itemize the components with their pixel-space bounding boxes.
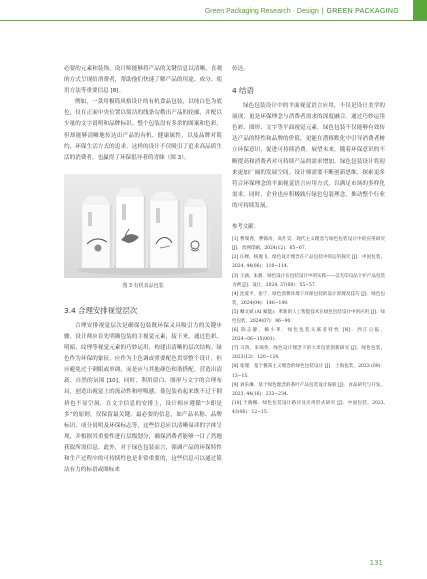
reference-item: [10] 于晓娜．绿色包装设计路径及应用形式研究 [J]．中国包装，2023, 43(06)：12−15. — [232, 400, 385, 415]
package-box-1 — [82, 196, 114, 268]
left-para-2: 例如，一款用极简风格设计的有机食品包装，以纯白色为底色，仅在正面中央位置以简洁的线条勾勒出产品的轮廓，并配以少量的文字说明和品牌标识。整个包装没有多余的图案和色彩，但却能够清晰地传达出产品的有机、健康属性，以及品牌对简约、环保生活方式的追求。这样的设计不仅吸引了追求高品质生活的消费者，也赢得了环保倡导者的青睐（图 3）。 — [64, 99, 222, 161]
left-column — [64, 64, 222, 476]
figure-caption: 图 3 有机食品包装 — [122, 282, 164, 289]
header-rule — [0, 20, 427, 21]
packaging-illustration — [64, 174, 222, 278]
header-separator: | — [321, 8, 324, 15]
journal-name: Green Packaging Research · Design — [204, 8, 319, 15]
reference-item: [2] 汪婵，杨逸飞．绿色设计理念在产品包装中的运用探究 [J]．中国包装，2024, 44(06)：110−114. — [232, 255, 385, 270]
right-column — [232, 64, 385, 417]
page-number: 131 — [369, 559, 383, 567]
references-heading: 参考文献： — [232, 224, 259, 231]
reference-item: [6] 陈志静，赖小革．绿色包装关联者特性 [N]．西江日报，2024−06−15(001). — [232, 328, 385, 343]
package-box-4 — [184, 199, 210, 268]
section-name: GREEN PACKAGING — [326, 8, 399, 15]
left-para-3: 合理安排视觉层次是确保包装既环保又具吸引力的关键步骤。设计师应首先明确包装的主视觉元素，接下来，通过色彩、明暗、纹理等视觉元素的巧妙运用，构建出清晰的层次结构。绿色作为环保的象征，应作为主色调或重要配色贯穿整个设计，但应避免过于刺眼或单调，而是应与其他颜色和谐搭配。营造出清新、自然的氛围 [10]。同时，利用留白、图形与文字的合理布局，创造出视觉上的流动性和呼吸感，使包装看起来既不过于拥挤也不显空洞，在文字信息的安排上，设计师应遵循“少即是多”的原则，仅保留最关键、最必要的信息，如产品名称、品牌标识、成分说明及环保标志等，这些信息应以清晰易读的字体呈现，并根据其重要性进行层级划分，确保消费者能够一目了然地获取所需信息。此外，对于绿色包装而言，强调产品的环保特性和生产过程中的可持续性也是非常重要的，这些信息可以通过简洁有力的标语或图标来 — [64, 322, 222, 474]
reference-item: [3] 王涵，朱甜．绿色设计在包装设计中的实践——以光印良品个护产品包装为例 [J]．设计，2024, 37(08)：55−57. — [232, 273, 385, 288]
reference-item: [1] 曹瑞春，曹锦涛，高仕昊．现代主义理念与绿色包装设计中的应用研究 [J]．丝网印刷，2024(12)：65−67. — [232, 237, 385, 252]
left-para-1: 必要的元素和装饰，设计师能够将产品的关键信息以清晰、直观的方式呈现给消费者，帮助他们快速了解产品的用途、成分、使用方法等重要信息 [8]。 — [64, 66, 222, 95]
reference-item: [5] 咖文斌 (AI 赋能)．革新的人工智能技术在绿色包装设计中的应用 [J]．绿色包装，2024(07)：86−90. — [232, 309, 385, 324]
running-head — [205, 8, 399, 15]
header-tab — [413, 0, 427, 21]
reference-item: [8] 张瑾．基于极简主义理念的绿色包装设计 [J]．上海包装，2023 (09)：13−15. — [232, 364, 385, 379]
conclusion-paragraph: 绿色包装设计中的平面视觉语言应用，不仅是设计美学的展现，更是环保理念与消费者需求的深度融合。通过巧妙运用色彩、图形、文字等平面视觉元素，绿色包装不仅能够有效传达产品的特性和品牌的价值，更能在潜移默化中引导消费者树立环保意识，促进可持续消费。展望未来，随着环保意识的不断提高和消费者对可持续产品的需求增加，绿色包装设计将迎来更加广阔的发展空间。设计师需要不断创新思维，探索更多符合环保理念的平面视觉语言应用方式，以满足市场的多样化需求。同时，企业也应积极践行绿色包装理念，推动整个行业的可持续发展。 — [232, 103, 385, 209]
reference-item: [4] 沈爱平，张宁．绿色消费环境下环保包装的设计原理及技巧 [J]．绿色包装，2024(04)：146−149. — [232, 291, 385, 306]
section-heading-3-4: 3.4 合理安排视觉层次 — [64, 305, 138, 315]
package-box-2 — [116, 188, 148, 268]
section-heading-4: 4 结语 — [232, 86, 254, 96]
figure-organic-packaging — [64, 174, 222, 278]
package-box-3 — [150, 192, 182, 268]
reference-item: [7] 马鸿，朱锦英．绿色设计理念下的大米包装创新研究 [J]．绿色包装，2023(12)：120−124. — [232, 346, 385, 361]
references-list — [232, 235, 385, 417]
reference-item: [9] 刘乐琳．基于绿色理念的茶叶产品包装设计探析 [J]．食品研究与开发，2023, 44(16)：233−234. — [232, 382, 385, 397]
right-para-top: 传达。 — [232, 66, 249, 72]
